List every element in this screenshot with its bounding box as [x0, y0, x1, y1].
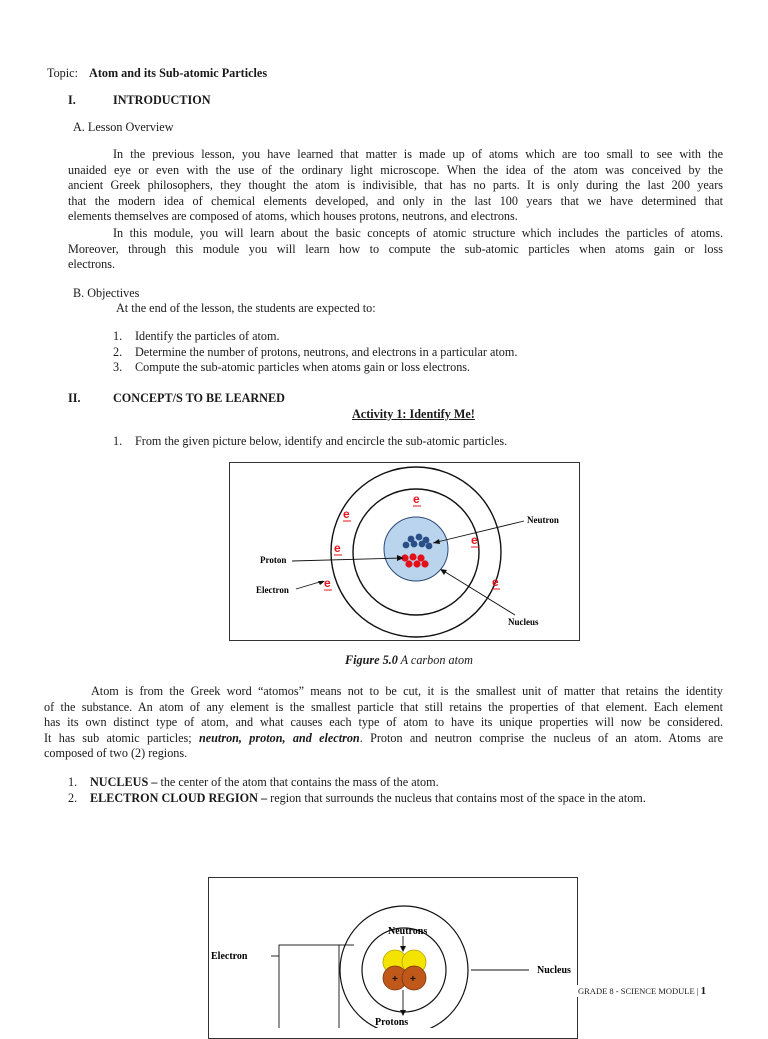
- text-line: composed of two (2) regions.: [44, 746, 188, 761]
- objective-text: Identify the particles of atom.: [135, 329, 280, 343]
- neutrons-label: Neutrons: [388, 926, 428, 937]
- text-fragment: It has sub atomic particles;: [44, 730, 199, 745]
- overview-paragraph-1: [68, 147, 723, 225]
- region-desc: the center of the atom that contains the mass of the atom.: [157, 775, 439, 789]
- list-number: 2.: [113, 345, 123, 359]
- objectives-intro: At the end of the lesson, the students are expected to:: [116, 301, 376, 315]
- text-line: In this module, you will learn about the basic concepts of atomic structure which includes the particles of atoms.: [113, 226, 723, 240]
- page-footer: [576, 985, 708, 997]
- objective-item: [113, 329, 280, 345]
- topic-label: Topic:: [47, 66, 78, 80]
- atom-regions-figure: [208, 877, 578, 1039]
- activity-instruction: [113, 434, 508, 450]
- electron-label: Electron: [256, 585, 289, 595]
- section-title: CONCEPT/S TO BE LEARNED: [113, 391, 285, 405]
- text-line: [44, 731, 723, 747]
- subheading-lesson-overview: A. Lesson Overview: [73, 120, 174, 134]
- atom-regions-diagram: [209, 878, 577, 1028]
- footer-text: GRADE 8 - SCIENCE MODULE |: [578, 986, 699, 996]
- carbon-atom-diagram: [230, 463, 579, 640]
- subheading-objectives: B. Objectives: [73, 286, 140, 300]
- text-line: Moreover, through this module you will learn how to compute the sub-atomic particles when atoms gain or loss: [68, 241, 723, 256]
- region-term: ELECTRON CLOUD REGION –: [90, 791, 268, 805]
- text-line: Atom is from the Greek word “atomos” means not to be cut, it is the smallest unit of matter that retains the identity: [91, 684, 723, 698]
- carbon-atom-figure: [229, 462, 580, 641]
- list-number: 1.: [113, 434, 123, 448]
- plus-sign: +: [392, 974, 398, 985]
- nucleus-label: Nucleus: [508, 617, 539, 627]
- electron-marker: e: [324, 576, 331, 590]
- figure-caption: [345, 653, 473, 669]
- text-line: elements themselves are composed of atoms, which houses protons, neutrons, and electrons.: [68, 209, 518, 224]
- region-item: [68, 791, 646, 807]
- text-fragment: . Proton and neutron comprise the nucleus of an atom. Atoms are: [359, 730, 723, 745]
- text-line: ancient Greek philosophers, they thought the atom is indivisible, that has no parts. It is only during the last 200 years: [68, 178, 723, 193]
- proton-label: Proton: [260, 555, 287, 565]
- list-number: 3.: [113, 360, 123, 374]
- topic-line: [47, 66, 267, 82]
- objective-item: [113, 360, 471, 376]
- list-number: 1.: [68, 775, 78, 789]
- page-number: 1: [700, 985, 707, 997]
- topic-title: Atom and its Sub-atomic Particles: [89, 66, 268, 80]
- region-term: NUCLEUS –: [90, 775, 158, 789]
- emphasis-text: neutron, proton, and electron: [198, 730, 360, 745]
- text-line: of the substance. An atom of any element is the smallest particle that still retains the properties of that element. Each element: [44, 699, 723, 714]
- text-line: has its own distinct type of atom, and what causes each type of atom to have its unique properties will now be considered.: [44, 715, 723, 730]
- region-item: [68, 775, 439, 791]
- nucleus-label: Nucleus: [537, 965, 571, 976]
- section-title: INTRODUCTION: [113, 93, 211, 107]
- electron-bracket: [279, 945, 339, 1028]
- figure-caption-text: A carbon atom: [397, 653, 473, 667]
- neutron-label: Neutron: [527, 515, 559, 525]
- electron-label: Electron: [211, 951, 248, 962]
- text-line: electrons.: [68, 257, 116, 272]
- electron-marker: e: [492, 575, 499, 589]
- electron-marker: e: [471, 533, 478, 547]
- overview-paragraph-2: [68, 226, 723, 273]
- figure-number: Figure 5.0: [345, 653, 398, 667]
- activity-title: Activity 1: Identify Me!: [352, 407, 475, 421]
- plus-sign: +: [410, 974, 416, 985]
- electron-marker: e: [413, 492, 420, 506]
- instruction-text: From the given picture below, identify and encircle the sub-atomic particles.: [135, 434, 508, 448]
- list-number: 1.: [113, 329, 123, 343]
- objective-item: [113, 345, 518, 361]
- electron-marker: e: [343, 507, 350, 521]
- text-line: In the previous lesson, you have learned that matter is made up of atoms which are too small to see with the: [113, 147, 723, 161]
- region-desc: region that surrounds the nucleus that contains most of the space in the atom.: [267, 791, 646, 805]
- text-line: that the modern idea of chemical elements developed, and only in the last 100 years that we have determined that: [68, 193, 723, 208]
- section-numeral: I.: [68, 93, 76, 107]
- objective-text: Determine the number of protons, neutrons, and electrons in a particular atom.: [135, 345, 518, 359]
- objective-text: Compute the sub-atomic particles when atoms gain or loss electrons.: [135, 360, 471, 374]
- atom-definition-paragraph: [44, 684, 723, 762]
- text-line: unaided eye or even with the use of the ordinary light microscope. When the idea of the atom was conceived by the: [68, 162, 723, 177]
- list-number: 2.: [68, 791, 78, 805]
- protons-label: Protons: [375, 1017, 409, 1028]
- nucleus-shape: [384, 517, 448, 581]
- section-numeral: II.: [68, 391, 81, 405]
- electron-marker: e: [334, 541, 341, 555]
